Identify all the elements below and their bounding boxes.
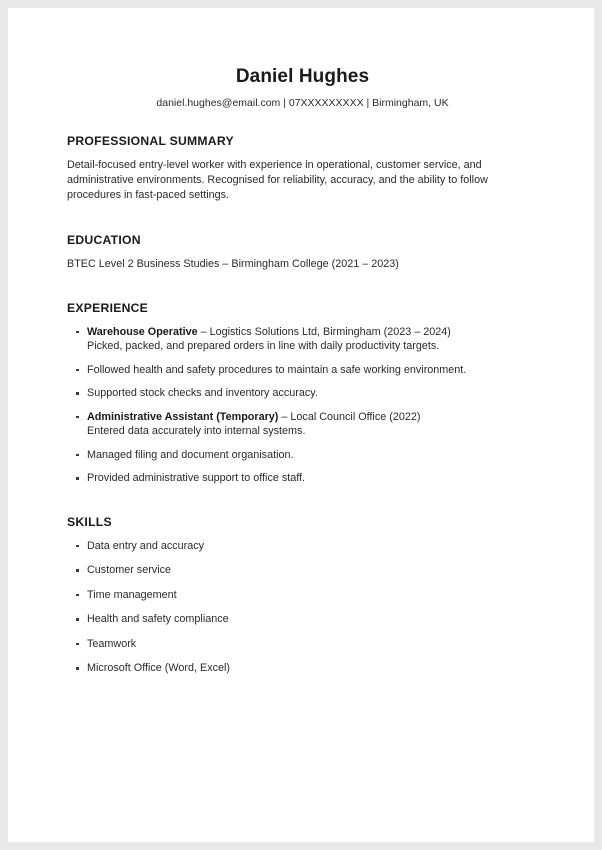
list-item [67,325,538,354]
contact-line: daniel.hughes@email.com | 07XXXXXXXXX | Birmingham, UK [156,97,449,109]
list-item: Customer service [67,563,538,578]
resume-page [8,8,594,842]
section-heading-education: EDUCATION [67,232,141,247]
list-item: Data entry and accuracy [67,539,538,554]
section-heading-skills: SKILLS [67,514,112,529]
experience-meta: Followed health and safety procedures to maintain a safe working environment. [87,363,467,376]
section-heading-summary: PROFESSIONAL SUMMARY [67,134,234,148]
experience-role: Administrative Assistant (Temporary) [87,410,279,423]
page-title: Daniel Hughes [235,66,370,87]
list-item [67,448,538,463]
experience-list [67,325,538,486]
experience-meta: Provided administrative support to office staff. [87,472,306,485]
list-item: Time management [67,588,538,603]
list-item: Teamwork [67,637,538,652]
education-entry: BTEC Level 2 Business Studies – Birmingham College (2021 – 2023) [67,257,399,270]
skills-list [67,539,538,676]
section-experience [67,301,538,486]
list-item: Microsoft Office (Word, Excel) [67,661,538,676]
section-heading-experience: EXPERIENCE [67,300,149,315]
section-skills [67,515,538,676]
summary-paragraph: Detail-focused entry-level worker with experience in operational, customer service, and administrative environments. Recognised for reliability, accuracy, and the ability to follow procedures in fast-paced settings. [67,159,488,202]
list-item [67,471,538,486]
experience-meta: – Local Council Office (2022) [278,410,421,423]
list-item [67,410,538,439]
experience-meta: Managed filing and document organisation. [87,448,294,461]
list-item [67,363,538,378]
experience-meta: – Logistics Solutions Ltd, Birmingham (2023 – 2024) [197,325,451,338]
list-item: Health and safety compliance [67,612,538,627]
list-item [67,386,538,401]
experience-detail: Entered data accurately into internal systems. [87,425,306,438]
experience-detail: Picked, packed, and prepared orders in line with daily productivity targets. [87,340,440,353]
section-professional-summary [67,134,538,204]
experience-meta: Supported stock checks and inventory accuracy. [87,387,318,400]
resume-content [67,66,538,676]
section-education [67,233,538,272]
experience-role: Warehouse Operative [87,325,198,338]
